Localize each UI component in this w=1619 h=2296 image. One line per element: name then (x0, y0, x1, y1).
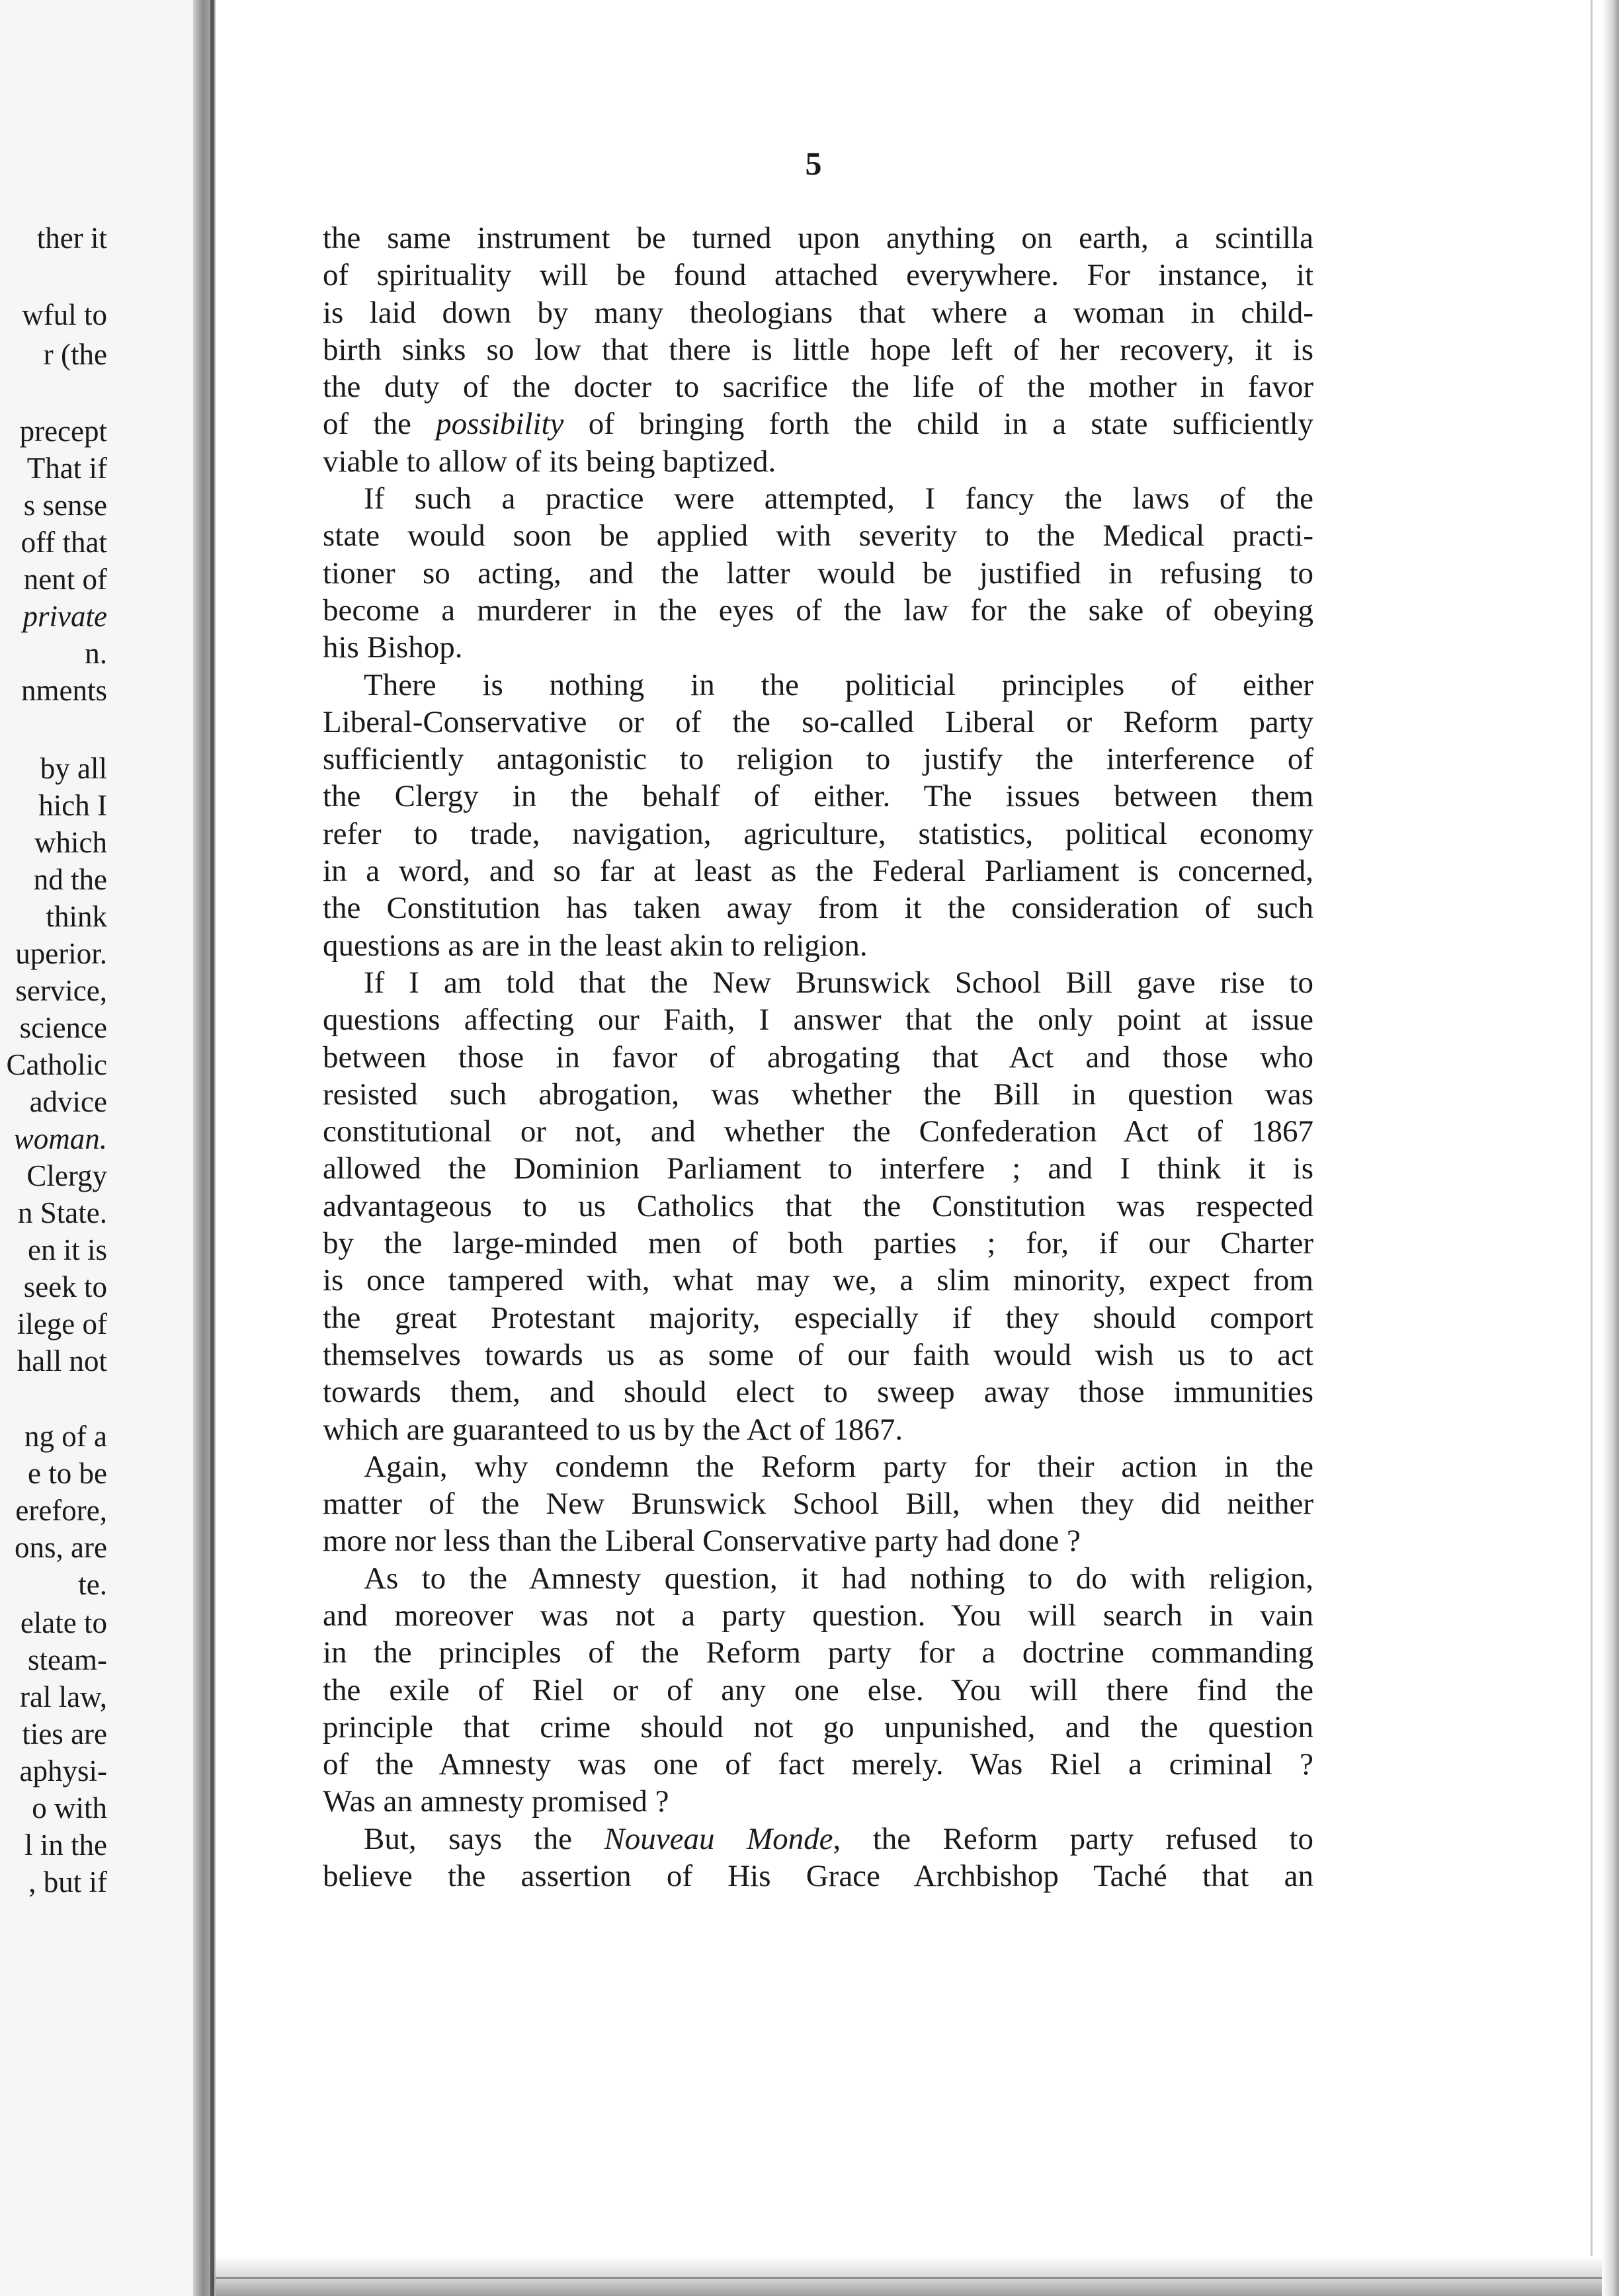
body-line: between those in favor of abrogating that Act and those who (323, 1040, 1313, 1075)
left-fragment-line: ther it (36, 222, 107, 255)
body-line: of the possibility of bringing forth the child in a state sufficiently (323, 407, 1313, 442)
body-line: advantageous to us Catholics that the Constitution was respected (323, 1188, 1313, 1223)
left-fragment-line: science (19, 1011, 107, 1044)
page-body-text (323, 220, 1313, 1895)
left-fragment-line: ral law, (19, 1680, 107, 1713)
left-fragment-line: off that (21, 526, 107, 559)
left-fragment-line: seek to (23, 1270, 107, 1303)
body-line: the Clergy in the behalf of either. The issues between them (323, 779, 1313, 814)
left-fragment-line: think (46, 900, 107, 933)
left-fragment-line: hall not (17, 1344, 107, 1377)
left-fragment-line: steam- (28, 1643, 107, 1676)
left-fragment-line: hich I (38, 789, 107, 822)
body-line: questions as are in the least akin to religion. (323, 928, 868, 963)
body-line: sufficiently antagonistic to religion to justify the interference of (323, 742, 1313, 777)
body-line: by the large-minded men of both parties ; for, if our Charter (323, 1226, 1313, 1261)
right-page-edge-line (1591, 0, 1593, 2296)
body-line: refer to trade, navigation, agriculture, statistics, political economy (323, 816, 1313, 851)
left-fragment-line: advice (29, 1085, 107, 1118)
body-line: birth sinks so low that there is little hope left of her recovery, it is (323, 332, 1313, 367)
left-fragment-line: ons, are (15, 1531, 107, 1564)
body-line: resisted such abrogation, was whether the Bill in question was (323, 1077, 1313, 1112)
left-fragment-line: en it is (28, 1233, 107, 1266)
left-fragment-line: n. (85, 637, 107, 670)
left-fragment-line: That if (26, 452, 107, 485)
body-line: his Bishop. (323, 630, 463, 665)
left-fragment-line: r (the (43, 338, 107, 371)
body-line: Liberal-Conservative or of the so-called Liberal or Reform party (323, 704, 1313, 739)
left-fragment-line: private (22, 600, 107, 633)
body-line: allowed the Dominion Parliament to interfere ; and I think it is (323, 1151, 1313, 1186)
body-line: in the principles of the Reform party for a doctrine commanding (323, 1635, 1313, 1670)
left-fragment-line: nments (21, 674, 107, 707)
italic-phrase: Nouveau Monde (604, 1821, 833, 1856)
body-line: towards them, and should elect to sweep away those immunities (323, 1375, 1313, 1410)
body-line: the same instrument be turned upon anything on earth, a scintilla (323, 221, 1313, 255)
body-line: the great Protestant majority, especially if they should comport (323, 1300, 1313, 1335)
body-line: themselves towards us as some of our faith would wish us to act (323, 1337, 1313, 1372)
left-fragment-line: erefore, (15, 1494, 107, 1527)
body-line: the exile of Riel or of any one else. You will there find the (323, 1672, 1313, 1707)
body-line: in a word, and so far at least as the Federal Parliament is concerned, (323, 854, 1313, 889)
left-fragment-line: by all (40, 752, 107, 785)
left-fragment-line: , but if (28, 1866, 107, 1899)
body-line: viable to allow of its being baptized. (323, 444, 776, 479)
left-fragment-line: l in the (24, 1828, 107, 1862)
left-fragment-line: e to be (28, 1457, 107, 1490)
left-fragment-line: nd the (33, 863, 107, 896)
left-fragment-line: Clergy (26, 1159, 107, 1192)
left-fragment-line: o with (32, 1791, 107, 1824)
left-fragment-line: wful to (22, 298, 107, 331)
paragraph-start-line: But, says the Nouveau Monde, the Reform party refused to (364, 1821, 1313, 1856)
body-line: of the Amnesty was one of fact merely. Was Riel a criminal ? (323, 1747, 1313, 1782)
body-line: which are guaranteed to us by the Act of 1867. (323, 1412, 903, 1447)
body-line: principle that crime should not go unpunished, and the question (323, 1709, 1313, 1744)
left-fragment-line: elate to (20, 1606, 107, 1639)
body-line: become a murderer in the eyes of the law for the sake of obeying (323, 593, 1313, 628)
left-fragment-line: Catholic (6, 1048, 107, 1081)
left-fragment-line: n State. (18, 1196, 107, 1229)
left-fragment-line: te. (78, 1568, 107, 1601)
body-line: more nor less than the Liberal Conservative party had done ? (323, 1524, 1081, 1559)
italic-phrase: possibility (436, 407, 564, 442)
right-page-edge (1602, 0, 1619, 2296)
paragraph-start-line: If I am told that the New Brunswick School Bill gave rise to (364, 965, 1313, 1000)
body-line: Was an amnesty promised ? (323, 1784, 669, 1819)
paragraph-start-line: If such a practice were attempted, I fancy the laws of the (364, 481, 1313, 516)
body-line: is laid down by many theologians that where a woman in child- (323, 295, 1313, 330)
body-line: state would soon be applied with severity to the Medical practi- (323, 518, 1313, 554)
body-line: constitutional or not, and whether the Confederation Act of 1867 (323, 1114, 1313, 1149)
body-line: the duty of the docter to sacrifice the life of the mother in favor (323, 370, 1313, 405)
body-line: questions affecting our Faith, I answer that the only point at issue (323, 1003, 1313, 1038)
left-fragment-line: ng of a (24, 1420, 107, 1453)
paragraph-start-line: Again, why condemn the Reform party for their action in the (364, 1449, 1313, 1484)
paragraph-start-line: As to the Amnesty question, it had nothing to do with religion, (364, 1561, 1313, 1596)
body-line: of spirituality will be found attached everywhere. For instance, it (323, 258, 1313, 293)
body-line: the Constitution has taken away from it the consideration of such (323, 891, 1313, 926)
gutter-shadow-line (210, 0, 214, 2296)
left-fragment-line: ties are (22, 1717, 107, 1750)
left-fragment-line: precept (19, 415, 107, 448)
left-fragment-line: which (34, 826, 107, 859)
bottom-page-edge (216, 2256, 1602, 2296)
bottom-page-edge-line (216, 2277, 1602, 2279)
left-fragment-line: nent of (23, 563, 107, 596)
left-fragment-line: uperior. (15, 937, 107, 970)
left-fragment-line: service, (15, 974, 107, 1007)
body-line: tioner so acting, and the latter would be justified in refusing to (323, 555, 1313, 591)
body-line: and moreover was not a party question. You will search in vain (323, 1598, 1313, 1633)
body-line: is once tampered with, what may we, a slim minority, expect from (323, 1263, 1313, 1298)
left-fragment-line: aphysi- (19, 1754, 107, 1787)
left-fragment-line: s sense (23, 489, 107, 522)
body-line: matter of the New Brunswick School Bill, when they did neither (323, 1487, 1313, 1522)
page-number: 5 (805, 145, 822, 182)
left-fragment-line: ilege of (17, 1307, 107, 1340)
body-line: believe the assertion of His Grace Archbishop Taché that an (323, 1859, 1313, 1894)
previous-page-fragment (0, 0, 193, 2296)
paragraph-start-line: There is nothing in the politicial principles of either (364, 667, 1313, 702)
left-fragment-line: woman. (13, 1122, 107, 1155)
